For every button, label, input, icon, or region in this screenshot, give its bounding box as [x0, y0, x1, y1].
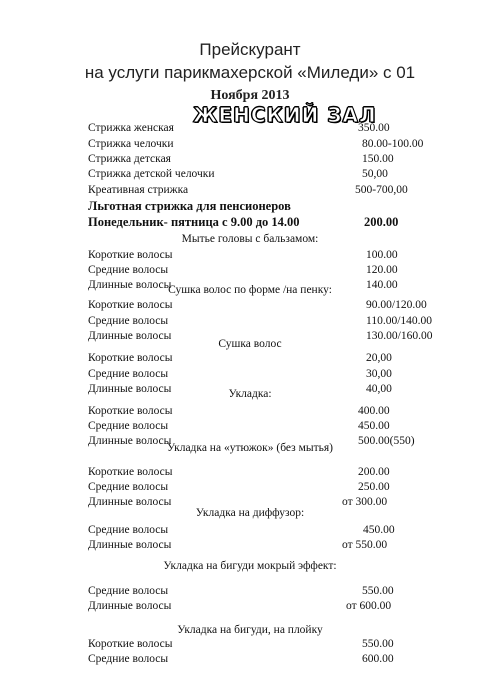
- service-price: 20,00: [366, 352, 392, 364]
- service-name: Длинные волосы: [88, 600, 172, 612]
- hall-heading: ЖЕНСКИЙ ЗАЛ: [193, 103, 377, 127]
- section-heading: Сушка волос: [218, 338, 282, 350]
- service-name: Короткие волосы: [88, 352, 173, 364]
- price-row: [0, 537, 500, 553]
- service-price: 110.00/140.00: [366, 315, 433, 327]
- section-heading: Укладка на бигуди мокрый эффект:: [163, 560, 337, 572]
- service-price: 130.00/160.00: [366, 330, 433, 342]
- service-price: 450.00: [363, 524, 395, 536]
- service-name: Короткие волосы: [88, 466, 173, 478]
- service-price: 50,00: [362, 168, 388, 180]
- title-line-1: Прейскурант: [199, 40, 301, 59]
- price-row: [0, 262, 500, 278]
- price-row: [0, 182, 500, 198]
- service-name: Средние волосы: [88, 368, 169, 380]
- service-name: Длинные волосы: [88, 383, 172, 395]
- price-row: [0, 522, 500, 538]
- service-name: Короткие волосы: [88, 405, 173, 417]
- service-price: от 550.00: [342, 539, 388, 551]
- service-price: 120.00: [366, 264, 398, 276]
- service-name: Стрижка женская: [88, 122, 174, 134]
- service-price: 600.00: [362, 653, 394, 665]
- pensioner-hours: Понедельник- пятница с 9.00 до 14.00: [88, 215, 300, 229]
- section-heading: Укладка на бигуди, на плойку: [177, 624, 323, 636]
- service-name: Средние волосы: [88, 315, 169, 327]
- service-price: 450.00: [358, 420, 390, 432]
- service-price: от 600.00: [346, 600, 392, 612]
- service-name: Короткие волосы: [88, 299, 173, 311]
- pensioner-price: 200.00: [364, 215, 399, 229]
- price-row: [0, 136, 500, 152]
- service-name: Креативная стрижка: [88, 184, 189, 196]
- title-line-3: Ноября 2013: [210, 88, 290, 103]
- service-name: Длинные волосы: [88, 330, 172, 342]
- service-name: Длинные волосы: [88, 539, 172, 551]
- service-name: Средние волосы: [88, 420, 169, 432]
- section-heading: Укладка:: [228, 388, 272, 400]
- service-price: 500-700,00: [355, 184, 408, 196]
- service-price: от 300.00: [342, 496, 388, 508]
- pensioner-title: Льготная стрижка для пенсионеров: [88, 199, 291, 213]
- price-row: [0, 479, 500, 495]
- service-price: 140.00: [366, 279, 398, 291]
- service-name: Короткие волосы: [88, 638, 173, 650]
- price-row: [0, 651, 500, 667]
- price-row: [0, 583, 500, 599]
- price-row: [0, 403, 500, 419]
- price-row: [0, 313, 500, 329]
- price-row: [0, 598, 500, 614]
- section-heading: Укладка на «утюжок» (без мытья): [167, 442, 333, 454]
- price-row: [0, 151, 500, 167]
- service-name: Длинные волосы: [88, 496, 172, 508]
- service-price: 30,00: [366, 368, 392, 380]
- service-name: Средние волосы: [88, 585, 169, 597]
- service-price: 150.00: [362, 153, 394, 165]
- service-price: 350.00: [358, 122, 390, 134]
- price-row: [0, 636, 500, 652]
- service-name: Средние волосы: [88, 481, 169, 493]
- price-row: [0, 120, 500, 136]
- section-heading: Мытье головы с бальзамом:: [181, 233, 319, 245]
- service-name: Стрижка детская: [88, 153, 171, 165]
- title-line-2: на услуги парикмахерской «Миледи» с 01: [84, 63, 416, 82]
- service-name: Короткие волосы: [88, 249, 173, 261]
- price-row: [0, 166, 500, 182]
- price-row: [0, 366, 500, 382]
- pensioner-row: [0, 198, 500, 214]
- service-name: Средние волосы: [88, 264, 169, 276]
- price-row: [0, 350, 500, 366]
- service-name: Стрижка челочки: [88, 138, 174, 150]
- section-heading: Укладка на диффузор:: [195, 507, 305, 519]
- service-price: 80.00-100.00: [362, 138, 424, 150]
- pensioner-row: [0, 214, 500, 230]
- service-price: 550.00: [362, 585, 394, 597]
- service-name: Стрижка детской челочки: [88, 168, 215, 180]
- service-name: Длинные волосы: [88, 435, 172, 447]
- service-price: 400.00: [358, 405, 390, 417]
- service-price: 200.00: [358, 466, 390, 478]
- service-price: 550.00: [362, 638, 394, 650]
- section-heading: Сушка волос по форме /на пенку:: [168, 284, 332, 296]
- service-name: Средние волосы: [88, 524, 169, 536]
- service-name: Длинные волосы: [88, 279, 172, 291]
- price-row: [0, 464, 500, 480]
- service-price: 100.00: [366, 249, 398, 261]
- price-row: [0, 247, 500, 263]
- price-row: [0, 297, 500, 313]
- service-price: 40,00: [366, 383, 392, 395]
- service-price: 500.00(550): [358, 435, 415, 447]
- service-price: 250.00: [358, 481, 390, 493]
- price-row: [0, 418, 500, 434]
- service-price: 90.00/120.00: [366, 299, 427, 311]
- service-name: Средние волосы: [88, 653, 169, 665]
